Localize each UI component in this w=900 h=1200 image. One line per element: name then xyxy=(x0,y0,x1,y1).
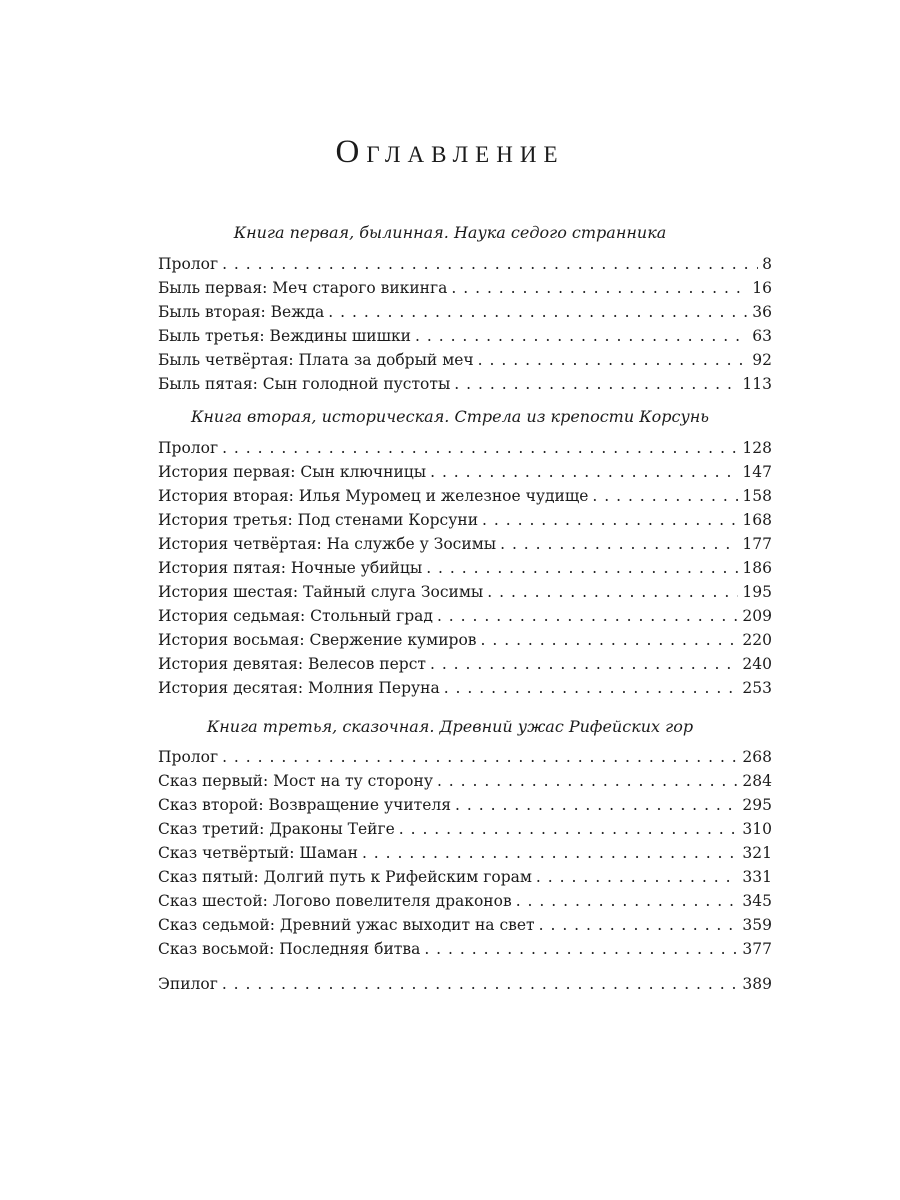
page-title: Оглавление xyxy=(335,134,565,170)
toc-entry-page-number: 177 xyxy=(742,535,772,553)
toc-entry-title: Быль пятая: Сын голодной пустоты xyxy=(158,375,451,393)
toc-entry xyxy=(158,300,772,324)
toc-entry-page-number: 331 xyxy=(742,868,772,886)
dot-leader xyxy=(222,972,739,996)
toc-entry xyxy=(158,793,772,817)
toc-entry-page-number: 63 xyxy=(752,327,772,345)
dot-leader xyxy=(424,937,738,961)
toc-entry-title: Пролог xyxy=(158,439,219,457)
toc-entry-page-number: 295 xyxy=(742,796,772,814)
toc-entry-title: Сказ шестой: Логово повелителя драконов xyxy=(158,892,512,910)
toc-entry-title: История пятая: Ночные убийцы xyxy=(158,559,423,577)
section-heading-book-3: Книга третья, сказочная. Древний ужас Рифейских гор xyxy=(206,717,694,736)
toc-entry-title: Сказ восьмой: Последняя битва xyxy=(158,940,421,958)
toc-entry-title: Быль четвёртая: Плата за добрый меч xyxy=(158,351,474,369)
toc-entry xyxy=(158,372,772,396)
dot-leader xyxy=(222,436,738,460)
toc-entry xyxy=(158,745,772,769)
toc-entry xyxy=(158,652,772,676)
toc-entry-title: История восьмая: Свержение кумиров xyxy=(158,631,477,649)
dot-leader xyxy=(592,484,738,508)
toc-entry xyxy=(158,580,772,604)
dot-leader xyxy=(437,604,738,628)
toc-list-book-1 xyxy=(158,252,772,396)
dot-leader xyxy=(426,556,738,580)
toc-entry xyxy=(158,889,772,913)
toc-entry-title: Быль третья: Веждины шишки xyxy=(158,327,412,345)
toc-entry xyxy=(158,556,772,580)
dot-leader xyxy=(444,676,739,700)
toc-entry xyxy=(158,913,772,937)
toc-entry-title: Сказ пятый: Долгий путь к Рифейским горам xyxy=(158,868,532,886)
dot-leader xyxy=(328,300,748,324)
toc-entry-title: История девятая: Велесов перст xyxy=(158,655,426,673)
dot-leader xyxy=(516,889,739,913)
toc-entry-page-number: 8 xyxy=(762,255,772,273)
dot-leader xyxy=(500,532,738,556)
toc-entry-page-number: 92 xyxy=(752,351,772,369)
dot-leader xyxy=(430,460,738,484)
dot-leader xyxy=(455,793,738,817)
toc-entry xyxy=(158,276,772,300)
dot-leader xyxy=(399,817,739,841)
toc-entry-page-number: 128 xyxy=(742,439,772,457)
dot-leader xyxy=(536,865,738,889)
toc-entry xyxy=(158,508,772,532)
dot-leader xyxy=(454,372,738,396)
toc-entry xyxy=(158,628,772,652)
dot-leader xyxy=(222,745,738,769)
toc-entry-epilogue xyxy=(158,972,772,996)
toc-entry-page-number: 220 xyxy=(742,631,772,649)
toc-entry xyxy=(158,484,772,508)
toc-list-book-2 xyxy=(158,436,772,700)
section-heading-book-1: Книга первая, былинная. Наука седого странника xyxy=(233,223,667,242)
dot-leader xyxy=(482,508,738,532)
dot-leader xyxy=(415,324,748,348)
toc-entry-page-number: 268 xyxy=(742,748,772,766)
toc-entry-page-number: 240 xyxy=(742,655,772,673)
dot-leader xyxy=(222,252,758,276)
toc-entry-page-number: 284 xyxy=(742,772,772,790)
toc-entry xyxy=(158,348,772,372)
toc-entry-title: История шестая: Тайный слуга Зосимы xyxy=(158,583,484,601)
toc-list-epilogue xyxy=(158,972,772,996)
dot-leader xyxy=(481,628,739,652)
toc-entry-title: Сказ третий: Драконы Тейге xyxy=(158,820,395,838)
toc-entry xyxy=(158,436,772,460)
toc-entry-page-number: 359 xyxy=(742,916,772,934)
toc-entry-page-number: 158 xyxy=(742,487,772,505)
toc-entry-page-number: 253 xyxy=(742,679,772,697)
toc-entry-page-number: 377 xyxy=(742,940,772,958)
dot-leader xyxy=(430,652,738,676)
toc-entry-title: История десятая: Молния Перуна xyxy=(158,679,440,697)
toc-entry xyxy=(158,252,772,276)
dot-leader xyxy=(487,580,738,604)
toc-list-book-3 xyxy=(158,745,772,961)
dot-leader xyxy=(478,348,749,372)
toc-entry-title: Пролог xyxy=(158,748,219,766)
toc-entry-title: История четвёртая: На службе у Зосимы xyxy=(158,535,497,553)
toc-entry xyxy=(158,324,772,348)
toc-entry-page-number: 36 xyxy=(752,303,772,321)
toc-entry-title: Сказ первый: Мост на ту сторону xyxy=(158,772,433,790)
toc-entry-title: История первая: Сын ключницы xyxy=(158,463,427,481)
toc-entry-page-number: 209 xyxy=(742,607,772,625)
toc-entry xyxy=(158,937,772,961)
toc-entry-title: Эпилог xyxy=(158,975,218,993)
toc-entry-page-number: 195 xyxy=(742,583,772,601)
toc-entry-title: Сказ четвёртый: Шаман xyxy=(158,844,358,862)
toc-entry-title: Сказ седьмой: Древний ужас выходит на свет xyxy=(158,916,535,934)
toc-entry xyxy=(158,604,772,628)
toc-entry-title: Быль вторая: Вежда xyxy=(158,303,325,321)
toc-entry xyxy=(158,460,772,484)
toc-entry-page-number: 310 xyxy=(742,820,772,838)
toc-entry-title: История вторая: Илья Муромец и железное чудище xyxy=(158,487,589,505)
toc-entry-title: Сказ второй: Возвращение учителя xyxy=(158,796,452,814)
dot-leader xyxy=(451,276,748,300)
toc-entry-page-number: 389 xyxy=(742,975,772,993)
toc-entry xyxy=(158,676,772,700)
toc-entry-page-number: 113 xyxy=(742,375,772,393)
toc-entry-title: История седьмая: Стольный град xyxy=(158,607,433,625)
toc-entry-title: Пролог xyxy=(158,255,219,273)
toc-entry-page-number: 147 xyxy=(742,463,772,481)
toc-entry-page-number: 168 xyxy=(742,511,772,529)
dot-leader xyxy=(539,913,739,937)
section-heading-book-2: Книга вторая, историческая. Стрела из крепости Корсунь xyxy=(191,407,709,426)
toc-entry xyxy=(158,841,772,865)
toc-entry-page-number: 321 xyxy=(742,844,772,862)
toc-entry xyxy=(158,817,772,841)
dot-leader xyxy=(362,841,738,865)
toc-entry xyxy=(158,769,772,793)
toc-entry-page-number: 16 xyxy=(752,279,772,297)
toc-entry xyxy=(158,865,772,889)
dot-leader xyxy=(437,769,738,793)
toc-entry-title: История третья: Под стенами Корсуни xyxy=(158,511,479,529)
toc-entry xyxy=(158,532,772,556)
toc-entry-page-number: 186 xyxy=(742,559,772,577)
toc-entry-title: Быль первая: Меч старого викинга xyxy=(158,279,448,297)
toc-entry-page-number: 345 xyxy=(742,892,772,910)
